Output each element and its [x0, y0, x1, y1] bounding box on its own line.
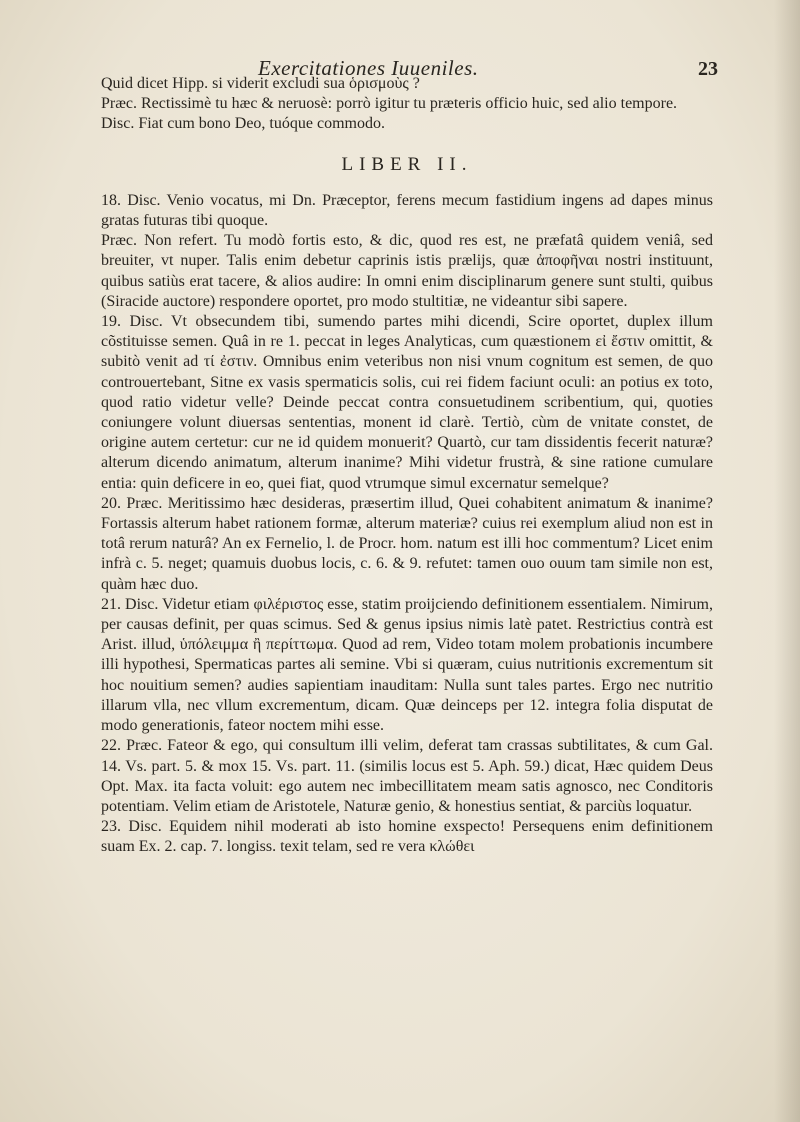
paragraph: Disc. Fiat cum bono Deo, tuóque commodo. [101, 115, 385, 133]
paragraph: Quid dicet Hipp. si viderit excludi sua ὁρισμοὺς ? [101, 75, 420, 92]
running-title: Exercitationes Iuueniles. [258, 56, 479, 80]
chapter-heading: LIBER II. [341, 153, 473, 175]
body-text [101, 74, 713, 858]
paragraph: 19. Disc. Vt obsecundem tibi, sumendo partes mihi dicendi, Scire oportet, duplex illum cõstituisse semen. Quâ in re 1. peccat in leges Analyticas, cum quæstionem εἰ ἔστιν omittit, & subitò venit ad τί ἐστιν. Omnibus enim veteribus non nisi vnum cognitum est semen, de quo controuertebant, Sitne ex vasis spermaticis solis, cui rei fidem faciunt oculi: an potius ex toto, quod ratio videtur velle? Deinde peccat contra consuetudinem scribentium, qui, quoties coniungere volunt diuersas sententias, monent id clarè. Tertiò, cùm de vnitate constet, de origine autem certetur: cur ne id quidem monuerit? Quartò, cur tam dissidentis fecerit naturæ? alterum dicendo animatum, alterum inanime? Mihi videtur frustrà, & sine ratione cumulare entia: quin deficere in eo, quei fiat, quod vtrumque simul excernatur semelque? [101, 313, 713, 492]
paragraph: Præc. Rectissimè tu hæc & neruosè: porrò igitur tu præteris officio huic, sed alio tempore. [101, 95, 678, 113]
paragraph: 22. Præc. Fateor & ego, qui consultum illi velim, deferat tam crassas subtilitates, & cum Gal. 14. Vs. part. 5. & mox 15. Vs. part. 11. (similis locus est 5. Aph. 59.) dicat, Hæc quidem Deus Opt. Max. ita facta voluit: ego autem nec imbecillitatem meam satis agnosco, nec Conditoris potentiam. Velim etiam de Aristotele, Naturæ genio, & honestius sentiat, & parciùs loquatur. [101, 737, 713, 815]
paragraph: Præc. Non refert. Tu modò fortis esto, & dic, quod res est, ne præfatâ quidem veniâ, sed breuiter, vt nuper. Talis enim debetur caprinis istis prælijs, quæ ἀποφῆναι nostri instituunt, quibus satiùs erat tacere, & alios audire: In omni enim disciplinarum genere sunt stulti, quibus (Siracide auctore) respondere oportet, pro modo stultitiæ, ne videantur sibi sapere. [101, 232, 713, 310]
paragraph: 20. Præc. Meritissimo hæc desideras, præsertim illud, Quei cohabitent animatum & inanime? Fortassis alterum habet rationem formæ, alterum materiæ? cuius rei exemplum aliud non est in totâ rerum naturâ? An ex Fernelio, l. de Procr. hom. natum est illi hoc commentum? Licet enim infrà c. 5. neget; quamuis duobus locis, c. 6. & 9. refutet: tamen ouo ouum tam simile non est, quàm hæc duo. [101, 494, 713, 593]
page-number: 23 [698, 58, 718, 80]
paragraph: 21. Disc. Videtur etiam φιλέριστος esse, statim proijciendo definitionem essentialem. Nimirum, per causas definit, per quas scimus. Sed & genus ipsius nimis latè patet. Restrictius contrà est Arist. illud, ὑπόλειμμα ἢ περίττωμα. Quod ad rem, Video totam molem probationis incumbere illi hypothesi, Spermaticas partes ali semine. Vbi si quæram, cuius nutritionis excrementum sit hoc nouitium semen? audies sapientiam inauditam: Nulla sunt tales partes. Ergo nec nutritio illarum vlla, nec vllum excrementum, dicam. Quæ deinceps per 12. integra folia disputat de modo generationis, fateor noctem mihi esse. [101, 595, 713, 735]
page-gutter-shadow [774, 0, 800, 1122]
paragraph: 18. Disc. Venio vocatus, mi Dn. Præceptor, ferens mecum fastidium ingens ad dapes minus gratas futuras tibi quoque. [101, 191, 713, 230]
paragraph: 23. Disc. Equidem nihil moderati ab isto homine exspecto! Persequens enim definitionem suam Ex. 2. cap. 7. longiss. texit telam, sed re vera κλώθει [101, 818, 713, 856]
